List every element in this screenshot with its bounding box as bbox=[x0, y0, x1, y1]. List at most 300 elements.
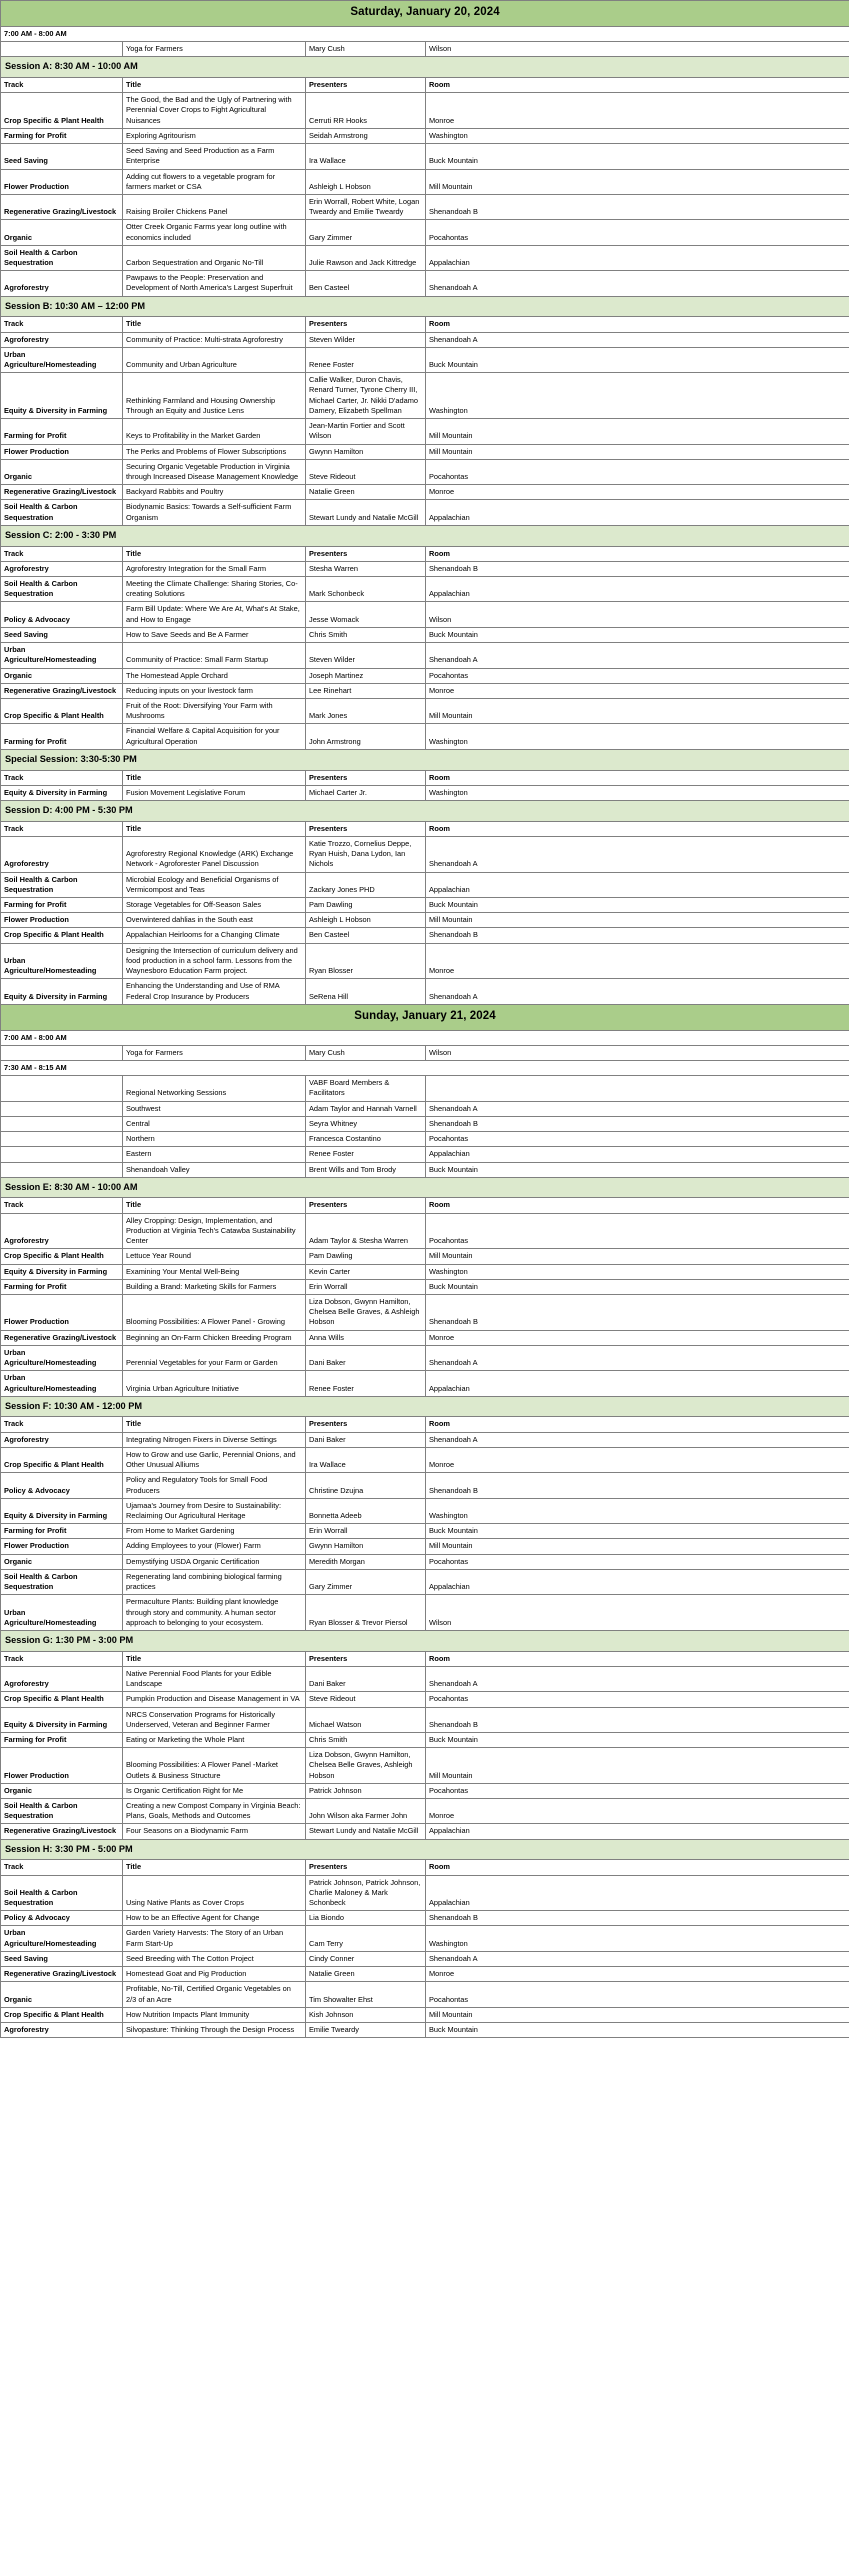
session-presenters: Jesse Womack bbox=[306, 602, 426, 627]
session-track: Farming for Profit bbox=[1, 1524, 123, 1539]
column-header-title: Title bbox=[123, 1860, 306, 1875]
table-row bbox=[1, 1539, 849, 1554]
session-track: Crop Specific & Plant Health bbox=[1, 698, 123, 723]
session-track: Seed Saving bbox=[1, 627, 123, 642]
session-room: Buck Mountain bbox=[426, 144, 849, 169]
session-title-text: Integrating Nitrogen Fixers in Diverse Settings bbox=[123, 1432, 306, 1447]
session-track: Crop Specific & Plant Health bbox=[1, 1447, 123, 1472]
session-presenters: Mary Cush bbox=[306, 42, 426, 57]
column-header-room: Room bbox=[426, 1860, 849, 1875]
table-row bbox=[1, 1076, 849, 1101]
session-track: Organic bbox=[1, 668, 123, 683]
session-presenters: Seidah Armstrong bbox=[306, 128, 426, 143]
table-row bbox=[1, 1249, 849, 1264]
table-row bbox=[1, 928, 849, 943]
session-track: Farming for Profit bbox=[1, 1732, 123, 1747]
session-track bbox=[1, 1116, 123, 1131]
session-title-text: Permaculture Plants: Building plant knowledge through story and community. A human sector approach to belonging to your ecosystem. bbox=[123, 1595, 306, 1631]
table-row bbox=[1, 913, 849, 928]
session-presenters: Erin Worrall bbox=[306, 1279, 426, 1294]
session-track: Urban Agriculture/Homesteading bbox=[1, 943, 123, 979]
session-track: Soil Health & Carbon Sequestration bbox=[1, 1875, 123, 1911]
session-track: Policy & Advocacy bbox=[1, 1911, 123, 1926]
session-track: Soil Health & Carbon Sequestration bbox=[1, 500, 123, 525]
session-room: Shenandoah A bbox=[426, 1666, 849, 1691]
table-row bbox=[1, 1147, 849, 1162]
table-row bbox=[1, 271, 849, 296]
session-title: Special Session: 3:30-5:30 PM bbox=[1, 749, 849, 770]
session-title-text: Agroforestry Regional Knowledge (ARK) Exchange Network - Agroforester Panel Discussion bbox=[123, 836, 306, 872]
session-presenters: Ben Casteel bbox=[306, 271, 426, 296]
session-title-text: Lettuce Year Round bbox=[123, 1249, 306, 1264]
session-track: Equity & Diversity in Farming bbox=[1, 1498, 123, 1523]
column-header-title: Title bbox=[123, 1417, 306, 1432]
session-track: Crop Specific & Plant Health bbox=[1, 1692, 123, 1707]
table-row bbox=[1, 643, 849, 668]
table-row bbox=[1, 602, 849, 627]
session-track: Farming for Profit bbox=[1, 1279, 123, 1294]
session-room: Pocahontas bbox=[426, 1554, 849, 1569]
session-presenters: Patrick Johnson, Patrick Johnson, Charlie Maloney & Mark Schonbeck bbox=[306, 1875, 426, 1911]
session-track: Urban Agriculture/Homesteading bbox=[1, 1371, 123, 1396]
column-header-room: Room bbox=[426, 77, 849, 92]
table-row bbox=[1, 485, 849, 500]
column-header-room: Room bbox=[426, 1651, 849, 1666]
session-presenters: Steven Wilder bbox=[306, 332, 426, 347]
session-title-text: Fruit of the Root: Diversifying Your Farm with Mushrooms bbox=[123, 698, 306, 723]
session-title-text: Silvopasture: Thinking Through the Design Process bbox=[123, 2023, 306, 2038]
session-track: Agroforestry bbox=[1, 332, 123, 347]
session-track: Agroforestry bbox=[1, 1432, 123, 1447]
column-header-title: Title bbox=[123, 77, 306, 92]
session-room: Pocahontas bbox=[426, 1132, 849, 1147]
session-title-text: Policy and Regulatory Tools for Small Food Producers bbox=[123, 1473, 306, 1498]
session-presenters: Ira Wallace bbox=[306, 1447, 426, 1472]
session-room: Shenandoah A bbox=[426, 1432, 849, 1447]
session-track: Agroforestry bbox=[1, 2023, 123, 2038]
session-room: Shenandoah B bbox=[426, 194, 849, 219]
session-presenters: Cerruti RR Hooks bbox=[306, 93, 426, 129]
table-row bbox=[1, 627, 849, 642]
session-title-text: Reducing inputs on your livestock farm bbox=[123, 683, 306, 698]
session-track: Soil Health & Carbon Sequestration bbox=[1, 872, 123, 897]
session-room: Shenandoah B bbox=[426, 561, 849, 576]
column-header-presenters: Presenters bbox=[306, 1860, 426, 1875]
table-row bbox=[1, 698, 849, 723]
table-row bbox=[1, 836, 849, 872]
session-track: Agroforestry bbox=[1, 836, 123, 872]
session-title-text: Exploring Agritourism bbox=[123, 128, 306, 143]
table-row bbox=[1, 444, 849, 459]
session-track: Farming for Profit bbox=[1, 724, 123, 749]
column-header-title: Title bbox=[123, 821, 306, 836]
session-room: Shenandoah A bbox=[426, 1345, 849, 1370]
column-header-row bbox=[1, 317, 849, 332]
table-row bbox=[1, 1524, 849, 1539]
session-title-text: Regional Networking Sessions bbox=[123, 1076, 306, 1101]
session-title-text: Community of Practice: Multi-strata Agroforestry bbox=[123, 332, 306, 347]
session-title-text: How to be an Effective Agent for Change bbox=[123, 1911, 306, 1926]
session-presenters: Lee Rinehart bbox=[306, 683, 426, 698]
session-presenters: Kevin Carter bbox=[306, 1264, 426, 1279]
session-title-text: Eating or Marketing the Whole Plant bbox=[123, 1732, 306, 1747]
session-presenters: Kish Johnson bbox=[306, 2007, 426, 2022]
session-room: Mill Mountain bbox=[426, 913, 849, 928]
session-room: Appalachian bbox=[426, 577, 849, 602]
session-room: Appalachian bbox=[426, 1875, 849, 1911]
session-presenters: Ashleigh L Hobson bbox=[306, 169, 426, 194]
column-header-room: Room bbox=[426, 1198, 849, 1213]
session-track: Soil Health & Carbon Sequestration bbox=[1, 1799, 123, 1824]
table-row bbox=[1, 144, 849, 169]
session-title-text: Building a Brand: Marketing Skills for Farmers bbox=[123, 1279, 306, 1294]
column-header-presenters: Presenters bbox=[306, 546, 426, 561]
session-room: Monroe bbox=[426, 683, 849, 698]
session-room: Pocahontas bbox=[426, 459, 849, 484]
session-track: Equity & Diversity in Farming bbox=[1, 785, 123, 800]
session-presenters: VABF Board Members & Facilitators bbox=[306, 1076, 426, 1101]
session-title-text: The Perks and Problems of Flower Subscriptions bbox=[123, 444, 306, 459]
session-title-text: Securing Organic Vegetable Production in Virginia through Increased Disease Management Knowledge bbox=[123, 459, 306, 484]
session-presenters: Chris Smith bbox=[306, 627, 426, 642]
session-presenters: Dani Baker bbox=[306, 1666, 426, 1691]
session-room: Mill Mountain bbox=[426, 1539, 849, 1554]
session-title-text: Adding cut flowers to a vegetable program for farmers market or CSA bbox=[123, 169, 306, 194]
table-row bbox=[1, 785, 849, 800]
session-room: Shenandoah A bbox=[426, 979, 849, 1004]
column-header-presenters: Presenters bbox=[306, 770, 426, 785]
table-row bbox=[1, 943, 849, 979]
session-presenters: Lia Biondo bbox=[306, 1911, 426, 1926]
session-title-text: Beginning an On-Farm Chicken Breeding Program bbox=[123, 1330, 306, 1345]
session-track: Organic bbox=[1, 1982, 123, 2007]
session-title: Session G: 1:30 PM - 3:00 PM bbox=[1, 1630, 849, 1651]
session-title-text: Yoga for Farmers bbox=[123, 42, 306, 57]
session-room: Appalachian bbox=[426, 1569, 849, 1594]
session-track: Farming for Profit bbox=[1, 419, 123, 444]
column-header-room: Room bbox=[426, 1417, 849, 1432]
session-title: Session C: 2:00 - 3:30 PM bbox=[1, 525, 849, 546]
column-header-track: Track bbox=[1, 821, 123, 836]
session-title-text: Community and Urban Agriculture bbox=[123, 347, 306, 372]
session-title-text: Agroforestry Integration for the Small Farm bbox=[123, 561, 306, 576]
session-presenters: Dani Baker bbox=[306, 1345, 426, 1370]
session-presenters: Steve Rideout bbox=[306, 1692, 426, 1707]
session-title-text: Biodynamic Basics: Towards a Self-sufficient Farm Organism bbox=[123, 500, 306, 525]
column-header-title: Title bbox=[123, 1651, 306, 1666]
session-track: Agroforestry bbox=[1, 1213, 123, 1249]
day-title: Sunday, January 21, 2024 bbox=[1, 1004, 849, 1030]
session-title-text: Blooming Possibilities: A Flower Panel -Market Outlets & Business Structure bbox=[123, 1748, 306, 1784]
session-title-text: Is Organic Certification Right for Me bbox=[123, 1783, 306, 1798]
session-track: Crop Specific & Plant Health bbox=[1, 928, 123, 943]
column-header-row bbox=[1, 1651, 849, 1666]
session-track: Flower Production bbox=[1, 1539, 123, 1554]
column-header-title: Title bbox=[123, 1198, 306, 1213]
session-presenters: Stewart Lundy and Natalie McGill bbox=[306, 500, 426, 525]
session-track: Farming for Profit bbox=[1, 128, 123, 143]
session-room: Pocahontas bbox=[426, 220, 849, 245]
session-presenters: Mary Cush bbox=[306, 1045, 426, 1060]
session-track: Regenerative Grazing/Livestock bbox=[1, 194, 123, 219]
session-header-row bbox=[1, 1630, 849, 1651]
session-room: Appalachian bbox=[426, 245, 849, 270]
session-room: Monroe bbox=[426, 1799, 849, 1824]
session-title-text: Microbial Ecology and Beneficial Organisms of Vermicompost and Teas bbox=[123, 872, 306, 897]
table-row bbox=[1, 419, 849, 444]
session-room: Shenandoah A bbox=[426, 1951, 849, 1966]
session-title-text: Alley Cropping: Design, Implementation, and Production at Virginia Tech's Catawba Sustainability Center bbox=[123, 1213, 306, 1249]
column-header-room: Room bbox=[426, 546, 849, 561]
session-title-text: Eastern bbox=[123, 1147, 306, 1162]
table-row bbox=[1, 1666, 849, 1691]
column-header-presenters: Presenters bbox=[306, 821, 426, 836]
session-title-text: Southwest bbox=[123, 1101, 306, 1116]
session-title-text: Raising Broiler Chickens Panel bbox=[123, 194, 306, 219]
session-header-row bbox=[1, 296, 849, 317]
session-presenters: Tim Showalter Ehst bbox=[306, 1982, 426, 2007]
session-track: Regenerative Grazing/Livestock bbox=[1, 485, 123, 500]
table-row bbox=[1, 1279, 849, 1294]
session-room: Buck Mountain bbox=[426, 1162, 849, 1177]
session-presenters: Katie Trozzo, Cornelius Deppe, Ryan Huish, Dana Lydon, Ian Nichols bbox=[306, 836, 426, 872]
session-presenters: Gwynn Hamilton bbox=[306, 1539, 426, 1554]
session-room: Shenandoah A bbox=[426, 332, 849, 347]
session-presenters: Renee Foster bbox=[306, 347, 426, 372]
column-header-track: Track bbox=[1, 77, 123, 92]
session-room: Pocahontas bbox=[426, 1783, 849, 1798]
table-row bbox=[1, 1783, 849, 1798]
session-title-text: Garden Variety Harvests: The Story of an Urban Farm Start-Up bbox=[123, 1926, 306, 1951]
session-track: Flower Production bbox=[1, 444, 123, 459]
session-presenters: John Wilson aka Farmer John bbox=[306, 1799, 426, 1824]
session-presenters: Ira Wallace bbox=[306, 144, 426, 169]
session-room: Monroe bbox=[426, 1447, 849, 1472]
column-header-row bbox=[1, 1860, 849, 1875]
session-header-row bbox=[1, 800, 849, 821]
session-title-text: NRCS Conservation Programs for Historically Underserved, Veteran and Beginner Farmer bbox=[123, 1707, 306, 1732]
session-presenters: Zackary Jones PHD bbox=[306, 872, 426, 897]
session-presenters: Jean-Martin Fortier and Scott Wilson bbox=[306, 419, 426, 444]
session-title-text: Creating a new Compost Company in Virginia Beach: Plans, Goals, Methods and Outcomes bbox=[123, 1799, 306, 1824]
column-header-row bbox=[1, 770, 849, 785]
session-title-text: The Good, the Bad and the Ugly of Partnering with Perennial Cover Crops to Fight Agricultural Nuisances bbox=[123, 93, 306, 129]
time-label: 7:30 AM - 8:15 AM bbox=[1, 1061, 849, 1076]
table-row bbox=[1, 897, 849, 912]
day-header-row bbox=[1, 1004, 849, 1030]
column-header-track: Track bbox=[1, 1198, 123, 1213]
session-header-row bbox=[1, 1396, 849, 1417]
session-room: Wilson bbox=[426, 1045, 849, 1060]
session-title-text: Otter Creek Organic Farms year long outline with economics included bbox=[123, 220, 306, 245]
session-track: Equity & Diversity in Farming bbox=[1, 1264, 123, 1279]
session-presenters: Pam Dawling bbox=[306, 1249, 426, 1264]
session-track: Agroforestry bbox=[1, 561, 123, 576]
session-room: Appalachian bbox=[426, 1371, 849, 1396]
column-header-track: Track bbox=[1, 770, 123, 785]
session-track: Flower Production bbox=[1, 1748, 123, 1784]
table-row bbox=[1, 332, 849, 347]
session-track: Organic bbox=[1, 1783, 123, 1798]
session-presenters: Liza Dobson, Gwynn Hamilton, Chelsea Belle Graves, Ashleigh Hobson bbox=[306, 1748, 426, 1784]
column-header-title: Title bbox=[123, 317, 306, 332]
session-room: Pocahontas bbox=[426, 1692, 849, 1707]
table-row bbox=[1, 2007, 849, 2022]
time-label: 7:00 AM - 8:00 AM bbox=[1, 26, 849, 41]
session-title: Session A: 8:30 AM - 10:00 AM bbox=[1, 57, 849, 78]
session-presenters: Michael Watson bbox=[306, 1707, 426, 1732]
session-room: Buck Mountain bbox=[426, 347, 849, 372]
session-track bbox=[1, 1076, 123, 1101]
table-row bbox=[1, 668, 849, 683]
session-title-text: Overwintered dahlias in the South east bbox=[123, 913, 306, 928]
column-header-title: Title bbox=[123, 770, 306, 785]
session-room: Pocahontas bbox=[426, 1982, 849, 2007]
session-track: Soil Health & Carbon Sequestration bbox=[1, 245, 123, 270]
session-presenters: Mark Jones bbox=[306, 698, 426, 723]
session-title-text: Northern bbox=[123, 1132, 306, 1147]
session-track bbox=[1, 1132, 123, 1147]
session-room: Washington bbox=[426, 1926, 849, 1951]
session-room: Monroe bbox=[426, 93, 849, 129]
session-presenters: Ashleigh L Hobson bbox=[306, 913, 426, 928]
session-room: Appalachian bbox=[426, 500, 849, 525]
session-room: Washington bbox=[426, 128, 849, 143]
session-header-row bbox=[1, 525, 849, 546]
session-track: Regenerative Grazing/Livestock bbox=[1, 1330, 123, 1345]
session-presenters: Bonnetta Adeeb bbox=[306, 1498, 426, 1523]
table-row bbox=[1, 1824, 849, 1839]
table-row bbox=[1, 683, 849, 698]
session-room: Shenandoah B bbox=[426, 1295, 849, 1331]
session-track: Regenerative Grazing/Livestock bbox=[1, 1824, 123, 1839]
session-room: Appalachian bbox=[426, 1147, 849, 1162]
column-header-room: Room bbox=[426, 821, 849, 836]
table-row bbox=[1, 1926, 849, 1951]
session-room: Monroe bbox=[426, 485, 849, 500]
table-row bbox=[1, 1295, 849, 1331]
session-track: Equity & Diversity in Farming bbox=[1, 373, 123, 419]
session-room: Buck Mountain bbox=[426, 1524, 849, 1539]
column-header-track: Track bbox=[1, 546, 123, 561]
session-presenters: Erin Worrall, Robert White, Logan Tweardy and Emilie Tweardy bbox=[306, 194, 426, 219]
column-header-row bbox=[1, 77, 849, 92]
session-track: Crop Specific & Plant Health bbox=[1, 2007, 123, 2022]
session-title-text: Financial Welfare & Capital Acquisition for your Agricultural Operation bbox=[123, 724, 306, 749]
session-room: Shenandoah B bbox=[426, 1707, 849, 1732]
session-title-text: Pumpkin Production and Disease Management in VA bbox=[123, 1692, 306, 1707]
session-title-text: Blooming Possibilities: A Flower Panel - Growing bbox=[123, 1295, 306, 1331]
session-presenters: Emilie Tweardy bbox=[306, 2023, 426, 2038]
table-row bbox=[1, 220, 849, 245]
session-room: Pocahontas bbox=[426, 1213, 849, 1249]
session-track bbox=[1, 42, 123, 57]
table-row bbox=[1, 1982, 849, 2007]
session-room: Mill Mountain bbox=[426, 444, 849, 459]
session-room: Mill Mountain bbox=[426, 1748, 849, 1784]
session-track: Agroforestry bbox=[1, 271, 123, 296]
table-row bbox=[1, 1692, 849, 1707]
table-row bbox=[1, 1345, 849, 1370]
table-row bbox=[1, 1911, 849, 1926]
table-row bbox=[1, 1707, 849, 1732]
session-presenters: Seyra Whitney bbox=[306, 1116, 426, 1131]
session-title-text: From Home to Market Gardening bbox=[123, 1524, 306, 1539]
session-title-text: Profitable, No-Till, Certified Organic Vegetables on 2/3 of an Acre bbox=[123, 1982, 306, 2007]
session-room: Buck Mountain bbox=[426, 2023, 849, 2038]
session-room: Pocahontas bbox=[426, 668, 849, 683]
session-title-text: Pawpaws to the People: Preservation and Development of North America's Largest Superfruit bbox=[123, 271, 306, 296]
session-presenters: Joseph Martinez bbox=[306, 668, 426, 683]
session-title-text: Adding Employees to your (Flower) Farm bbox=[123, 1539, 306, 1554]
session-presenters: Ryan Blosser bbox=[306, 943, 426, 979]
table-row bbox=[1, 373, 849, 419]
session-presenters: Mark Schonbeck bbox=[306, 577, 426, 602]
column-header-row bbox=[1, 821, 849, 836]
session-room: Shenandoah A bbox=[426, 271, 849, 296]
session-header-row bbox=[1, 57, 849, 78]
table-row bbox=[1, 1951, 849, 1966]
session-title-text: How Nutrition Impacts Plant Immunity bbox=[123, 2007, 306, 2022]
session-track: Seed Saving bbox=[1, 144, 123, 169]
column-header-row bbox=[1, 546, 849, 561]
session-title-text: Fusion Movement Legislative Forum bbox=[123, 785, 306, 800]
day-title: Saturday, January 20, 2024 bbox=[1, 1, 849, 27]
session-title-text: Community of Practice: Small Farm Startup bbox=[123, 643, 306, 668]
table-row bbox=[1, 1045, 849, 1060]
session-room: Buck Mountain bbox=[426, 627, 849, 642]
session-track: Flower Production bbox=[1, 1295, 123, 1331]
session-presenters: Natalie Green bbox=[306, 485, 426, 500]
session-header-row bbox=[1, 1177, 849, 1198]
session-track: Equity & Diversity in Farming bbox=[1, 979, 123, 1004]
table-row bbox=[1, 1554, 849, 1569]
session-presenters: Meredith Morgan bbox=[306, 1554, 426, 1569]
session-title: Session E: 8:30 AM - 10:00 AM bbox=[1, 1177, 849, 1198]
session-presenters: Gary Zimmer bbox=[306, 220, 426, 245]
column-header-track: Track bbox=[1, 1417, 123, 1432]
table-row bbox=[1, 1498, 849, 1523]
session-room: Washington bbox=[426, 1264, 849, 1279]
session-room bbox=[426, 1076, 849, 1101]
session-room: Appalachian bbox=[426, 1824, 849, 1839]
session-track: Policy & Advocacy bbox=[1, 602, 123, 627]
session-room: Appalachian bbox=[426, 872, 849, 897]
session-room: Mill Mountain bbox=[426, 419, 849, 444]
table-row bbox=[1, 1875, 849, 1911]
time-label-row bbox=[1, 26, 849, 41]
session-room: Mill Mountain bbox=[426, 169, 849, 194]
session-title-text: Backyard Rabbits and Poultry bbox=[123, 485, 306, 500]
column-header-presenters: Presenters bbox=[306, 317, 426, 332]
session-track: Urban Agriculture/Homesteading bbox=[1, 1345, 123, 1370]
table-row bbox=[1, 42, 849, 57]
session-presenters: Stewart Lundy and Natalie McGill bbox=[306, 1824, 426, 1839]
session-presenters: Brent Wills and Tom Brody bbox=[306, 1162, 426, 1177]
session-presenters: Callie Walker, Duron Chavis, Renard Turner, Tyrone Cherry III, Michael Carter, Jr. Nikki D'adamo Damery, Elizabeth Spellman bbox=[306, 373, 426, 419]
session-presenters: Renee Foster bbox=[306, 1371, 426, 1396]
table-row bbox=[1, 1748, 849, 1784]
column-header-track: Track bbox=[1, 1860, 123, 1875]
time-label-row bbox=[1, 1061, 849, 1076]
time-label: 7:00 AM - 8:00 AM bbox=[1, 1030, 849, 1045]
session-title-text: Rethinking Farmland and Housing Ownership Through an Equity and Justice Lens bbox=[123, 373, 306, 419]
table-row bbox=[1, 1101, 849, 1116]
column-header-track: Track bbox=[1, 317, 123, 332]
session-presenters: Adam Taylor & Stesha Warren bbox=[306, 1213, 426, 1249]
table-row bbox=[1, 347, 849, 372]
table-row bbox=[1, 1371, 849, 1396]
